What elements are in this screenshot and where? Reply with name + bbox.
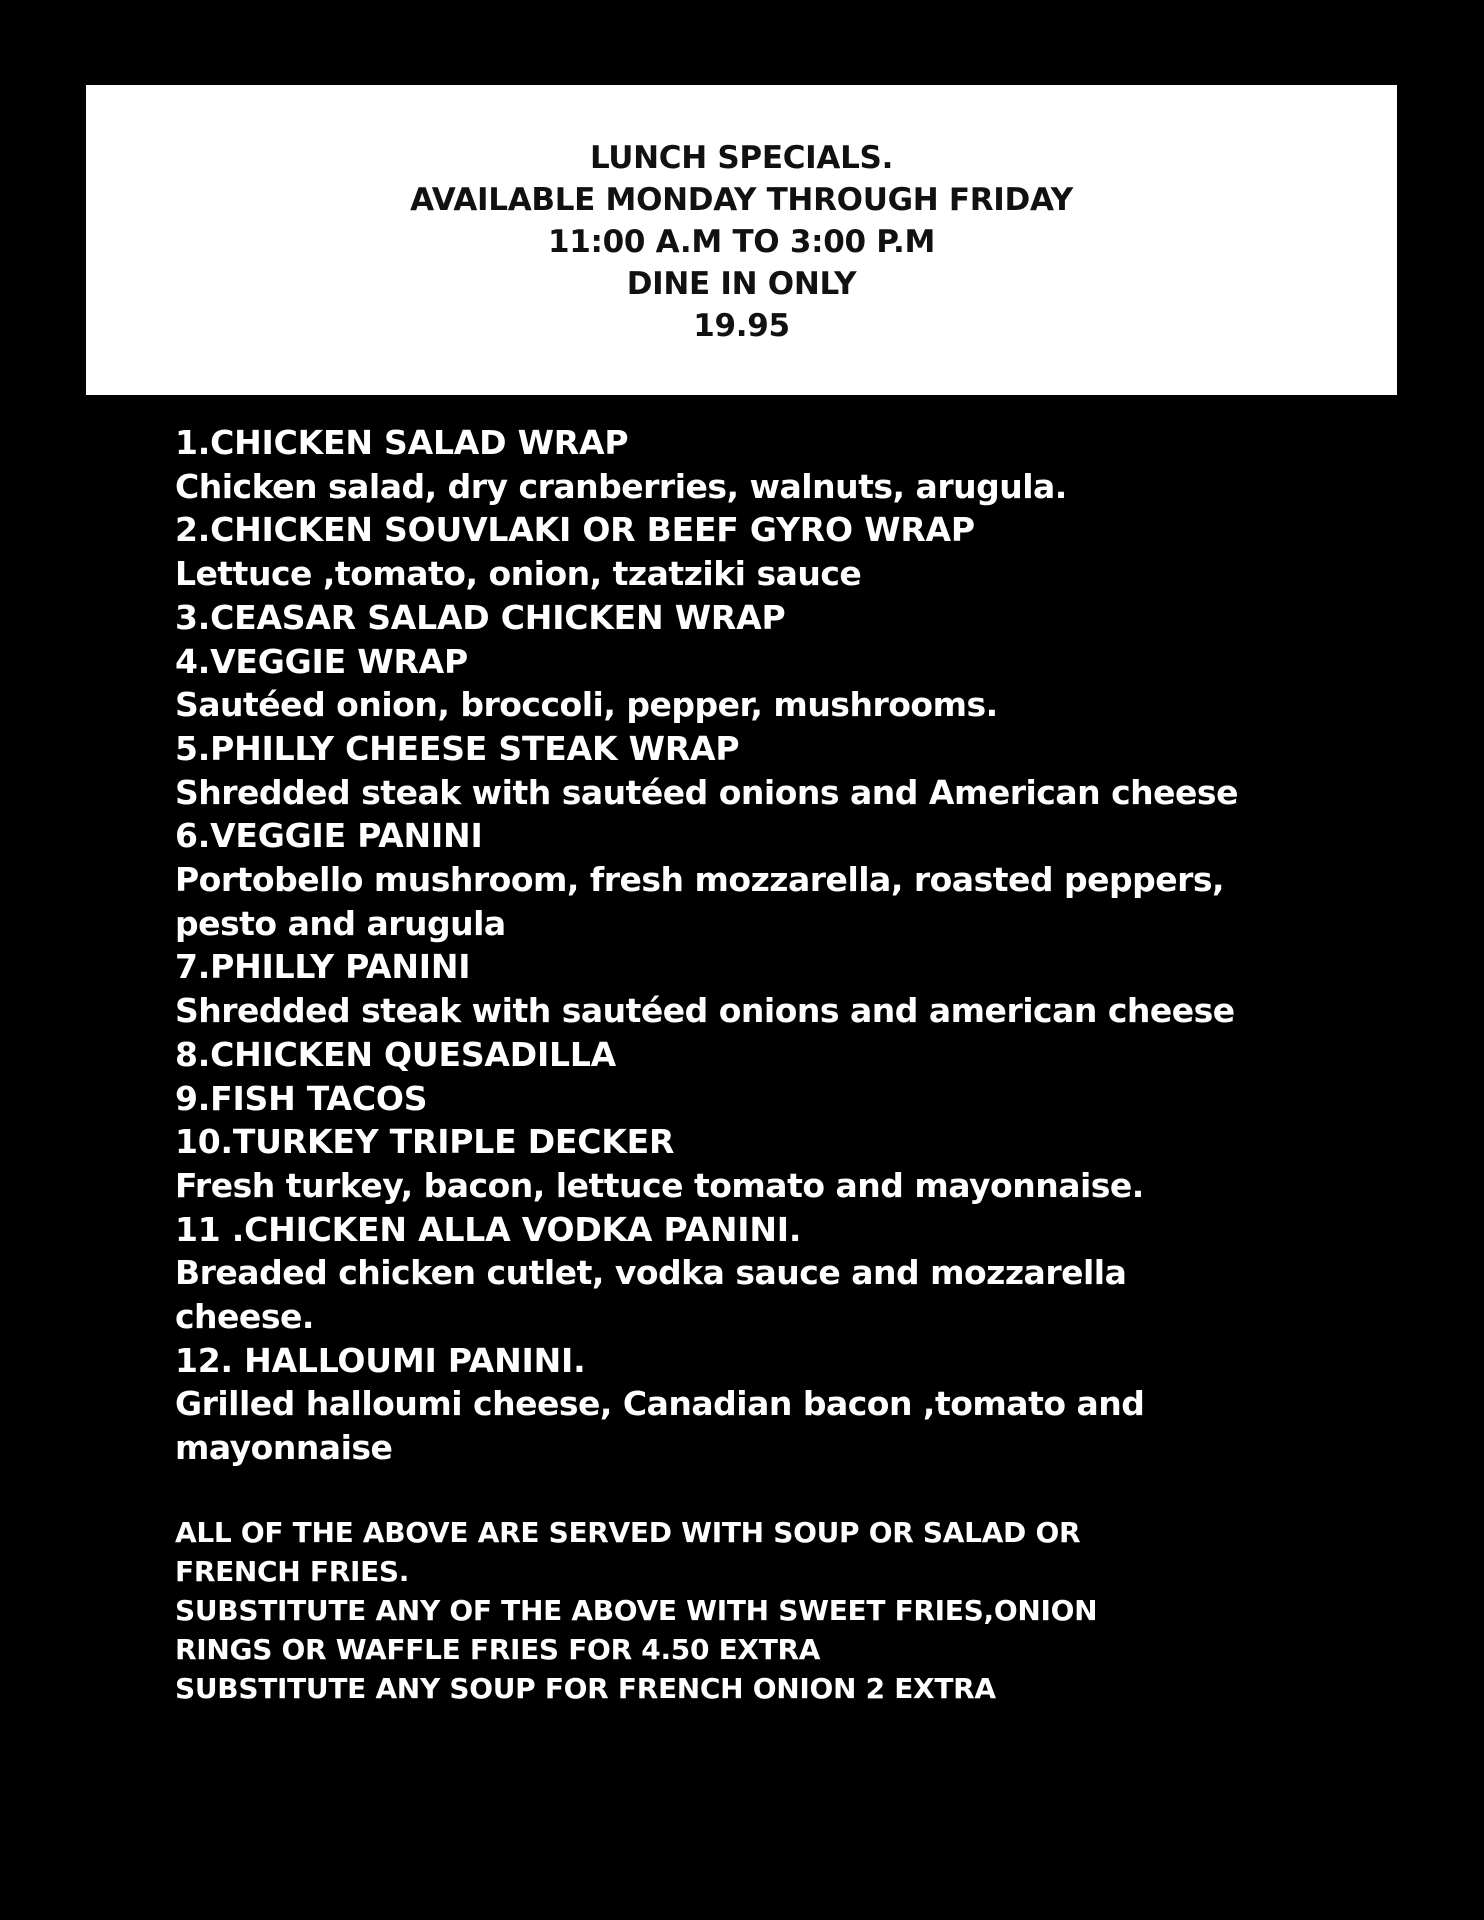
- note-line: SUBSTITUTE ANY SOUP FOR FRENCH ONION 2 EXTRA: [175, 1672, 996, 1705]
- menu-item-description: Shredded steak with sautéed onions and american cheese: [175, 991, 1235, 1031]
- menu-list: [175, 421, 1355, 1470]
- menu-item-title: 4.VEGGIE WRAP: [175, 641, 468, 681]
- header-box: [86, 85, 1397, 395]
- menu-item-title: 6.VEGGIE PANINI: [175, 816, 483, 856]
- menu-item-description: Shredded steak with sautéed onions and American cheese: [175, 772, 1238, 812]
- menu-item-description: cheese.: [175, 1297, 314, 1337]
- menu-item-description: Fresh turkey, bacon, lettuce tomato and mayonnaise.: [175, 1165, 1144, 1205]
- note-line: RINGS OR WAFFLE FRIES FOR 4.50 EXTRA: [175, 1633, 821, 1666]
- menu-item-description: mayonnaise: [175, 1428, 393, 1468]
- menu-item-description: Sautéed onion, broccoli, pepper, mushrooms.: [175, 685, 998, 725]
- header-price: 19.95: [693, 308, 790, 344]
- menu-item-description: Breaded chicken cutlet, vodka sauce and mozzarella: [175, 1253, 1127, 1293]
- note-line: ALL OF THE ABOVE ARE SERVED WITH SOUP OR SALAD OR: [175, 1516, 1081, 1549]
- menu-item-description: Portobello mushroom, fresh mozzarella, roasted peppers,: [175, 860, 1225, 900]
- note-line: SUBSTITUTE ANY OF THE ABOVE WITH SWEET FRIES,ONION: [175, 1594, 1098, 1627]
- menu-item-description: Grilled halloumi cheese, Canadian bacon ,tomato and: [175, 1384, 1145, 1424]
- header-title: LUNCH SPECIALS.: [589, 140, 894, 176]
- menu-item-title: 7.PHILLY PANINI: [175, 947, 471, 987]
- note-line: FRENCH FRIES.: [175, 1555, 410, 1588]
- menu-item-title: 9.FISH TACOS: [175, 1078, 428, 1118]
- menu-item-title: 10.TURKEY TRIPLE DECKER: [175, 1122, 675, 1162]
- menu-item-title: 3.CEASAR SALAD CHICKEN WRAP: [175, 597, 786, 637]
- menu-item-title: 11 .CHICKEN ALLA VODKA PANINI.: [175, 1209, 802, 1249]
- menu-item-title: 2.CHICKEN SOUVLAKI OR BEEF GYRO WRAP: [175, 510, 975, 550]
- menu-item-description: Lettuce ,tomato, onion, tzatziki sauce: [175, 554, 862, 594]
- header-dine-in: DINE IN ONLY: [626, 266, 857, 302]
- notes-section: [175, 1513, 1355, 1708]
- header-hours: 11:00 A.M TO 3:00 P.M: [548, 224, 935, 260]
- menu-item-title: 12. HALLOUMI PANINI.: [175, 1340, 586, 1380]
- menu-item-description: Chicken salad, dry cranberries, walnuts, arugula.: [175, 466, 1067, 506]
- menu-item-title: 8.CHICKEN QUESADILLA: [175, 1034, 617, 1074]
- menu-item-description: pesto and arugula: [175, 903, 506, 943]
- header-availability: AVAILABLE MONDAY THROUGH FRIDAY: [410, 182, 1073, 218]
- menu-item-title: 5.PHILLY CHEESE STEAK WRAP: [175, 728, 740, 768]
- menu-item-title: 1.CHICKEN SALAD WRAP: [175, 423, 629, 462]
